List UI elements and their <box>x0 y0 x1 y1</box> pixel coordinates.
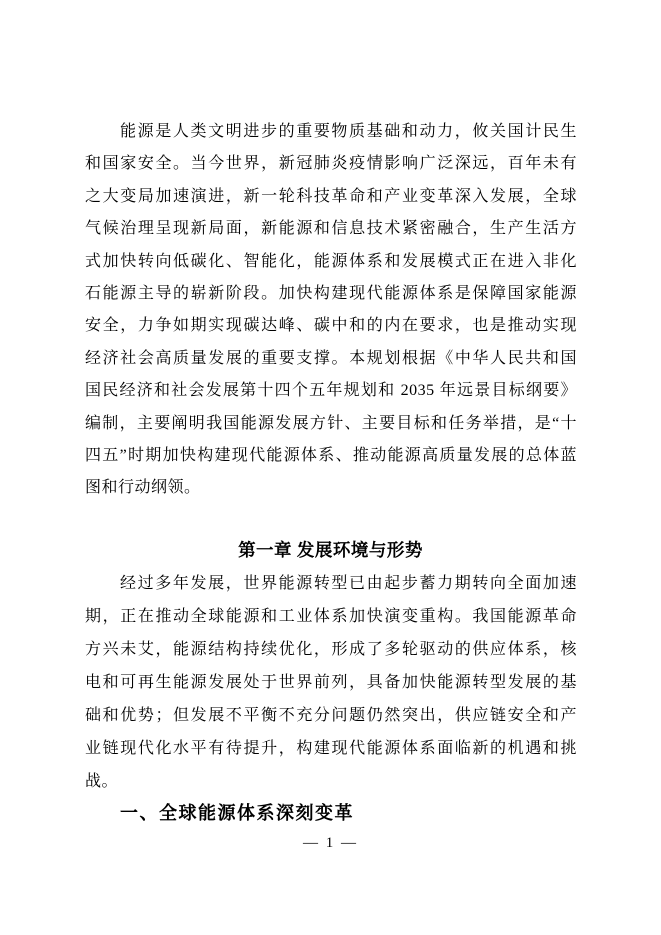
text-line: 期，正在推动全球能源和工业体系加快演变重构。我国能源革命 <box>85 608 577 625</box>
text-line: 电和可再生能源发展处于世界前列，具备加快能源转型发展的基 <box>85 674 577 691</box>
text-line: 安全，力争如期实现碳达峰、碳中和的内在要求，也是推动实现 <box>85 317 577 335</box>
section-heading: 一、全球能源体系深刻变革 <box>120 803 354 823</box>
chapter-heading: 第一章 发展环境与形势 <box>238 540 423 560</box>
text-line: 战。 <box>85 773 119 790</box>
text-line: 之大变局加速演进，新一轮科技革命和产业变革深入发展，全球 <box>85 187 577 205</box>
page-number: — 1 — <box>303 835 358 851</box>
intro-paragraph <box>85 116 577 505</box>
text-line: 气候治理呈现新局面，新能源和信息技术紧密融合，生产生活方 <box>85 220 577 238</box>
text-line: 能源是人类文明进步的重要物质基础和动力，攸关国计民生 <box>120 123 577 140</box>
chapter-paragraph <box>85 567 577 798</box>
text-line: 础和优势；但发展不平衡不充分问题仍然突出，供应链安全和产 <box>85 707 577 724</box>
text-line: 方兴未艾，能源结构持续优化，形成了多轮驱动的供应体系，核 <box>85 641 577 658</box>
text-line: 业链现代化水平有待提升，构建现代能源体系面临新的机遇和挑 <box>85 740 577 757</box>
text-line: 四五”时期加快构建现代能源体系、推动能源高质量发展的总体蓝 <box>85 446 577 464</box>
text-line: 国民经济和社会发展第十四个五年规划和 2035 年远景目标纲要》 <box>85 382 577 400</box>
text-line: 编制，主要阐明我国能源发展方针、主要目标和任务举措，是“十 <box>85 414 577 432</box>
text-line: 和国家安全。当今世界，新冠肺炎疫情影响广泛深远，百年未有 <box>85 155 577 173</box>
text-line: 经济社会高质量发展的重要支撑。本规划根据《中华人民共和国 <box>85 349 577 367</box>
text-line: 石能源主导的崭新阶段。加快构建现代能源体系是保障国家能源 <box>85 284 577 302</box>
text-line: 经过多年发展，世界能源转型已由起步蓄力期转向全面加速 <box>120 575 577 592</box>
text-line: 图和行动纲领。 <box>85 479 201 497</box>
text-line: 式加快转向低碳化、智能化，能源体系和发展模式正在进入非化 <box>85 252 577 270</box>
